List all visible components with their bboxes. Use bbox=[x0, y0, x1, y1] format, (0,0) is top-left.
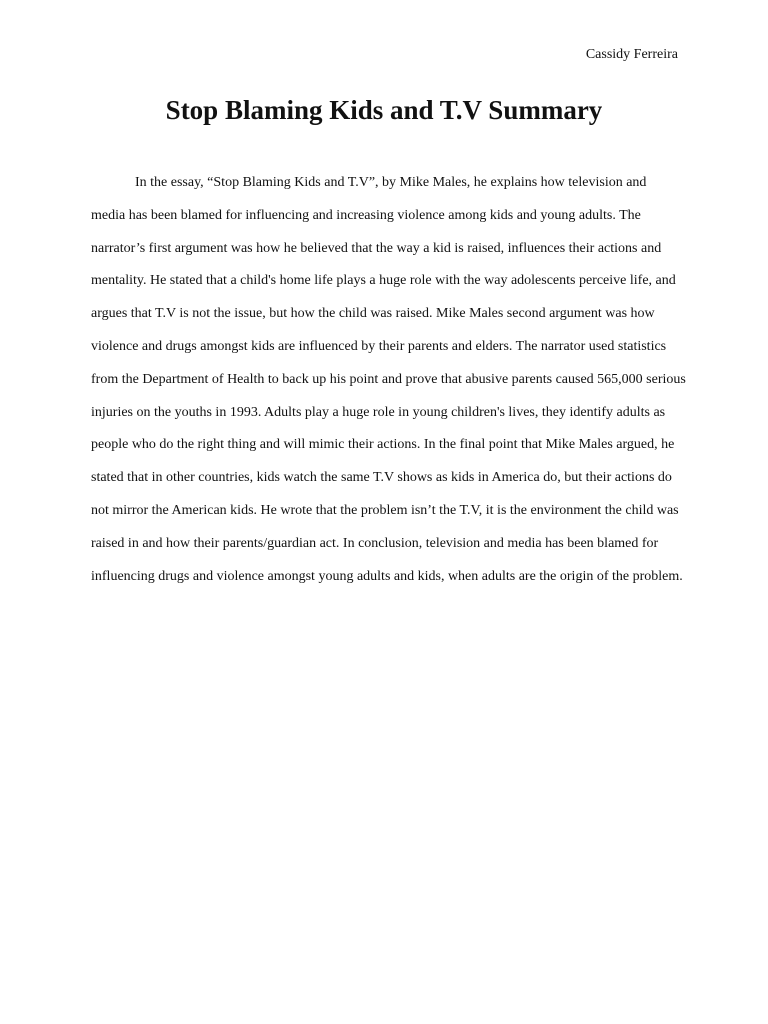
paragraph-line: injuries on the youths in 1993. Adults play a huge role in young children's lives, they identify adults as bbox=[91, 404, 666, 420]
paragraph-line: media has been blamed for influencing and increasing violence among kids and young adults. The bbox=[91, 207, 641, 223]
paragraph-line: violence and drugs amongst kids are influenced by their parents and elders. The narrator used statistics bbox=[91, 338, 667, 354]
paragraph-line: mentality. He stated that a child's home life plays a huge role with the way adolescents perceive life, and bbox=[91, 273, 676, 289]
paragraph-line: stated that in other countries, kids watch the same T.V shows as kids in America do, but their actions do bbox=[91, 470, 672, 486]
paragraph-line: argues that T.V is not the issue, but how the child was raised. Mike Males second argument was how bbox=[91, 306, 655, 322]
paragraph-line: influencing drugs and violence amongst young adults and kids, when adults are the origin of the problem. bbox=[91, 568, 683, 584]
document-title: Stop Blaming Kids and T.V Summary bbox=[165, 95, 603, 125]
paragraph-line: In the essay, “Stop Blaming Kids and T.V”, by Mike Males, he explains how television and bbox=[135, 175, 647, 190]
paragraph-line: from the Department of Health to back up his point and prove that abusive parents caused 565,000 serious bbox=[91, 371, 686, 387]
paragraph-line: raised in and how their parents/guardian act. In conclusion, television and media has been blamed for bbox=[91, 535, 659, 551]
summary-paragraph bbox=[91, 171, 691, 597]
paragraph-line: people who do the right thing and will mimic their actions. In the final point that Mike Males argued, he bbox=[91, 437, 675, 453]
paragraph-line: not mirror the American kids. He wrote that the problem isn’t the T.V, it is the environment the child was bbox=[91, 502, 679, 518]
paragraph-line: narrator’s first argument was how he believed that the way a kid is raised, influences their actions and bbox=[91, 240, 662, 256]
author-name: Cassidy Ferreira bbox=[585, 47, 678, 62]
